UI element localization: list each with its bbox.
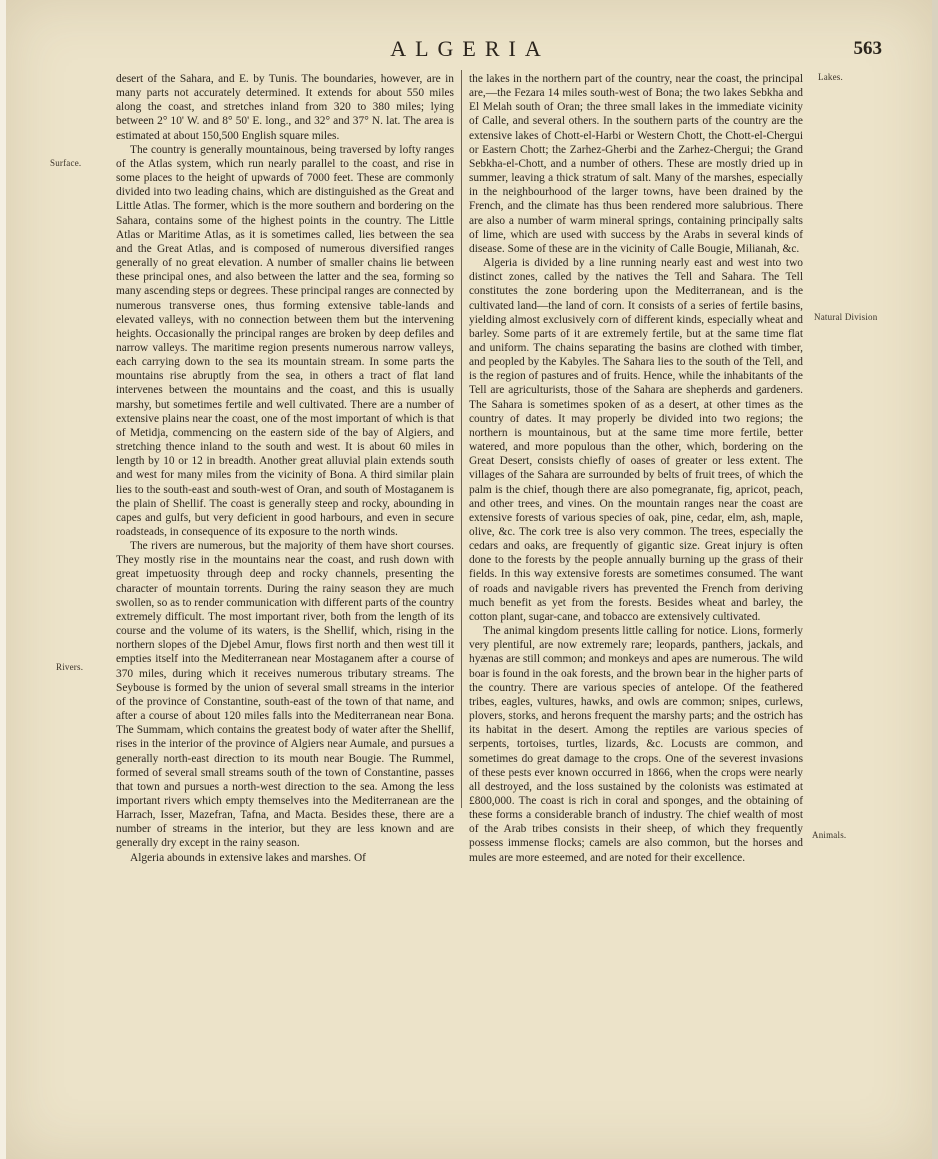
paragraph-lakes: the lakes in the northern part of the country, near the coast, the principal are,—the Fezara 14 miles south-west of Bona; the two lakes Sebkha and El Melah south of Oran; the three small lakes in the immediate vicinity of Calle, and several others. In the southern parts of the country are the extensive lakes of Chott-el-Harbi or Western Chott, the Chott-el-Chergui or Eastern Chott; the Zarhez-Gherbi and the Zarhez-Chergui; the Grand Sebkha-el-Chott, and a number of others. These are mostly dried up in summer, leaving a thick stratum of salt. Many of the marshes, especially in the neighbourhood of the larger towns, have been drained by the French, and the climate has thus been rendered more salubrious. There are also a number of warm mineral springs, containing principally salts of lime, which are used with success by the Arabs in several kinds of disease. Some of these are in the vicinity of Calle Bougie, Milianah, &c. <box>469 73 803 255</box>
page-header <box>0 36 938 64</box>
paragraph-natural-division: Algeria is divided by a line running nearly east and west into two distinct zones, called by the natives the Tell and Sahara. The Tell constitutes the zone bordering upon the Mediterranean, and is the cultivated land—the land of corn. It consists of a series of fertile basins, yielding almost exclusively corn of different kinds, especially wheat and barley. Some parts of it are extremely fertile, but at the same time flat and uniform. The chains separating the basins are clothed with timber, and peopled by the Kabyles. The Sahara lies to the south of the Tell, and is the region of pastures and of fruits. Hence, while the inhabitants of the Tell are agriculturists, those of the Sahara are shepherds and gardeners. The Sahara is sometimes spoken of as a desert, at other times as the country of dates. It may properly be divided into two regions; the northern is mountainous, but at the same time more fertile, better watered, and more populous than the other, which, bordering on the Great Desert, consists chiefly of oases of greater or less extent. The villages of the Sahara are surrounded by belts of fruit trees, of which the palm is the chief, though there are also pomegranate, fig, apricot, peach, and other trees, and vines. On the mountain ranges near the coast are extensive forests of various species of oak, pine, cedar, elm, ash, maple, olive, &c. The cork tree is also very common. The trees, especially the cedars and oaks, are frequently of gigantic size. Great injury is often done to the forests by the people annually burning up the grass of their fields. In this way extensive forests are sometimes consumed. The want of roads and navigable rivers has prevented the French from deriving much benefit as yet from the forests. Besides wheat and barley, the cotton plant, sugar-cane, and tobacco are extensively cultivated. <box>469 257 803 623</box>
left-column <box>116 72 454 865</box>
page-number: 563 <box>853 38 882 59</box>
margin-note-natural-division: Natural Division <box>814 312 878 322</box>
margin-note-animals: Animals. <box>812 830 847 840</box>
margin-note-surface: Surface. <box>50 158 82 168</box>
paragraph-rivers: The rivers are numerous, but the majority of them have short courses. They mostly rise in the mountains near the coast, and rush down with great impetuosity through deep and rocky channels, presenting the character of mountain torrents. During the rainy season they are much swollen, so as to render communication with different parts of the country extremely difficult. The most important river, both from the length of its course and the volume of its waters, is the Shellif, which, rising in the northern slopes of the Djebel Amur, flows first north and then west till it empties itself into the Mediterranean near Mostaganem after a course of 370 miles, during which it receives numerous tributary streams. The Seybouse is formed by the union of several small streams in the interior of the province of Constantine, south-east of the town of that name, and after a course of about 120 miles falls into the Mediterranean near Bona. The Summam, which contains the greatest body of water after the Shellif, rises in the interior of the province of Algiers near Aumale, and pursues a generally north-east direction to its mouth near Bougie. The Rummel, formed of several small streams south of the town of Constantine, passes that town and pursues a north-west direction to the sea. Among the less important rivers which empty themselves into the Mediterranean are the Harrach, Isser, Mazefran, Tafna, and Macta. Besides these, there are a number of streams in the interior, but they are less known and are generally dry except in the rainy season. <box>116 540 454 850</box>
column-divider <box>461 70 462 808</box>
page-title: ALGERIA <box>390 36 550 61</box>
margin-note-lakes: Lakes. <box>818 72 843 82</box>
paragraph-boundaries: desert of the Sahara, and E. by Tunis. The boundaries, however, are in many parts not accurately determined. It extends for about 550 miles along the coast, and stretches inland from 320 to 380 miles; lying between 2° 10' W. and 8° 50' E. long., and 32° and 37° N. lat. The area is estimated at about 150,500 English square miles. <box>116 73 454 142</box>
scan-edge-right <box>932 0 938 1159</box>
paragraph-animals: The animal kingdom presents little calling for notice. Lions, formerly very plentiful, are now extremely rare; leopards, panthers, jackals, and hyænas are still common; and monkeys and apes are numerous. The wild boar is found in the oak forests, and the brown bear in the higher parts of the country. There are various species of antelope. Of the feathered tribes, eagles, vultures, hawks, and owls are common; snipes, curlews, plovers, storks, and herons frequent the marshy parts; and the ostrich has its habitat in the desert. Among the reptiles are various species of serpents, tortoises, turtles, lizards, &c. Locusts are common, and sometimes do great damage to the crops. One of the severest invasions of these pests ever known occurred in 1866, when the crops were nearly all destroyed, and the loss sustained by the colonists was estimated at £800,000. The coast is rich in coral and sponges, and the obtaining of these forms a considerable branch of industry. The chief wealth of most of the Arab tribes consists in their sheep, of which they frequently possess immense flocks; camels are also common, but the horses and mules are more esteemed, and are noted for their excellence. <box>469 625 803 864</box>
margin-note-rivers: Rivers. <box>56 662 84 672</box>
right-column <box>469 72 803 865</box>
paragraph-surface: The country is generally mountainous, being traversed by lofty ranges of the Atlas system, which run nearly parallel to the coast, and rise in some places to the height of upwards of 7000 feet. These are commonly divided into two leading chains, which are distinguished as the Great and Little Atlas. The former, which is the more southern and bordering on the Sahara, contains some of the highest points in the country. The Little Atlas or Maritime Atlas, as it is sometimes called, lies between the sea and the Great Atlas, and is composed of numerous diversified ranges generally of no great elevation. A number of smaller chains lie between these principal ones, and also between the latter and the sea, forming so many ascending steps or degrees. These principal ranges are connected by numerous transverse ones, thus forming extensive table-lands and elevated valleys, with no connection between them but the intervening heights. Occasionally the principal ranges are broken by deep defiles and narrow valleys. The maritime region presents numerous narrow valleys, each carrying down to the sea its mountain stream. In some parts the mountains rise abruptly from the sea, in others a tract of flat land intervenes between the mountains and the coast, and this is usually marshy, but sometimes fertile and well cultivated. There are a number of extensive plains near the coast, one of the most important of which is that of Metidja, commencing on the eastern side of the bay of Algiers, and stretching thence inland to the south and west. It is about 60 miles in length by 10 or 12 in breadth. Another great alluvial plain extends south and west for many miles from the vicinity of Bona. A third similar plain lies to the south-east and south-west of Oran, and south of Mostaganem is the plain of Shellif. The coast is generally steep and rocky, abounding in capes and gulfs, but very deficient in good harbours, and even in secure roadsteads, in consequence of its exposure to the north winds. <box>116 143 454 538</box>
paragraph-lakes-intro: Algeria abounds in extensive lakes and marshes. Of <box>130 851 366 864</box>
